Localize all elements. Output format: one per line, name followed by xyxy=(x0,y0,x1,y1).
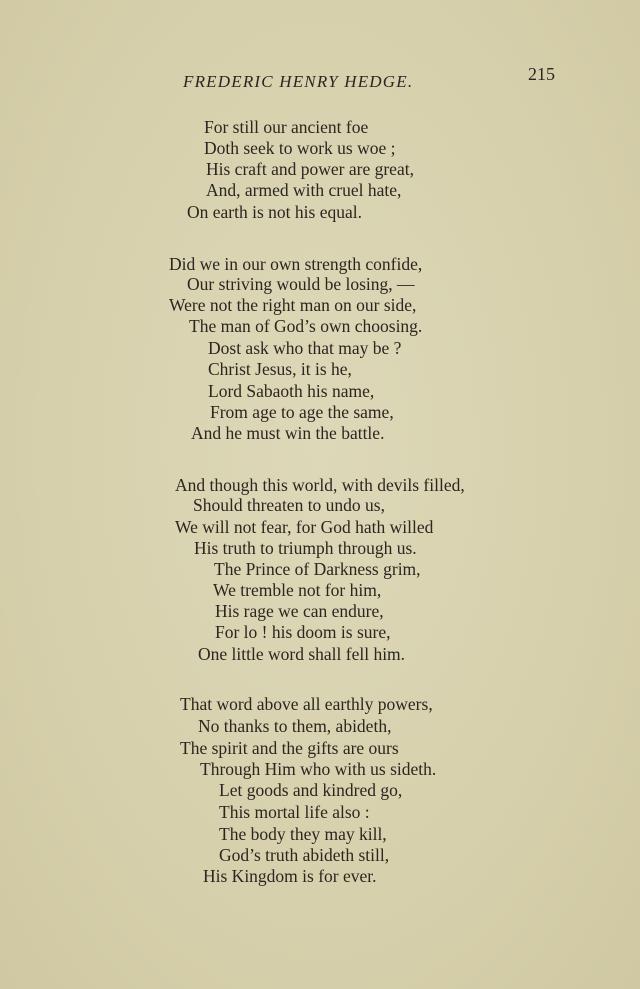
verse-line: Christ Jesus, it is he, xyxy=(208,359,352,379)
verse-line: On earth is not his equal. xyxy=(187,202,362,222)
verse-line: The man of God’s own choosing. xyxy=(189,316,423,336)
verse-line: This mortal life also : xyxy=(219,802,370,822)
verse-line: God’s truth abideth still, xyxy=(219,845,390,865)
verse-line: From age to age the same, xyxy=(210,402,394,422)
verse-line: Dost ask who that may be ? xyxy=(208,338,402,358)
verse-line: His craft and power are great, xyxy=(206,159,414,179)
verse-line: Through Him who with us sideth. xyxy=(200,759,437,779)
verse-line: And he must win the battle. xyxy=(191,423,385,443)
verse-line: His truth to triumph through us. xyxy=(194,538,417,558)
verse-line: That word above all earthly powers, xyxy=(180,694,433,714)
running-title: FREDERIC HENRY HEDGE. xyxy=(183,72,414,91)
verse-line: Let goods and kindred go, xyxy=(219,780,403,800)
page-number: 215 xyxy=(528,64,555,84)
verse-line: For lo ! his doom is sure, xyxy=(215,622,391,642)
verse-line: Doth seek to work us woe ; xyxy=(204,138,396,158)
verse-line: Our striving would be losing, — xyxy=(187,274,415,294)
verse-line: And though this world, with devils filled, xyxy=(175,475,465,495)
verse-line: The body they may kill, xyxy=(219,824,387,844)
verse-line: One little word shall fell him. xyxy=(198,644,406,664)
verse-line: His rage we can endure, xyxy=(215,601,384,621)
verse-line: Did we in our own strength confide, xyxy=(169,254,423,274)
verse-line: And, armed with cruel hate, xyxy=(206,180,402,200)
verse-line: We tremble not for him, xyxy=(213,580,382,600)
verse-line: His Kingdom is for ever. xyxy=(203,866,377,886)
verse-line: The spirit and the gifts are ours xyxy=(180,738,399,758)
verse-line: Were not the right man on our side, xyxy=(169,295,417,315)
verse-line: We will not fear, for God hath willed xyxy=(175,517,434,537)
verse-line: The Prince of Darkness grim, xyxy=(214,559,421,579)
verse-line: Lord Sabaoth his name, xyxy=(208,381,375,401)
verse-line: No thanks to them, abideth, xyxy=(198,716,392,736)
verse-line: For still our ancient foe xyxy=(204,117,369,137)
verse-line: Should threaten to undo us, xyxy=(193,495,385,515)
